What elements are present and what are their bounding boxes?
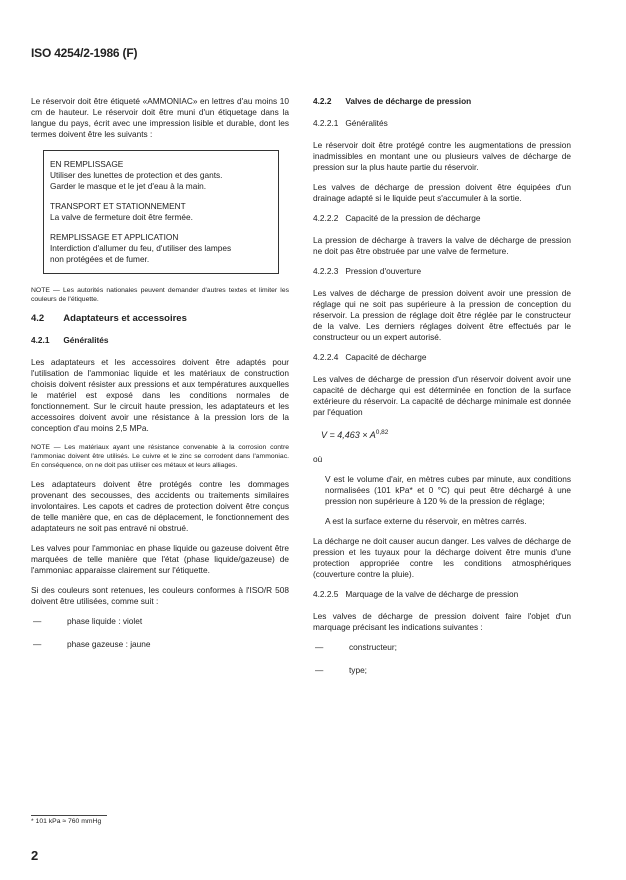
paragraph: La pression de décharge à travers la valve de décharge de pression ne doit pas être obstruée par une valve de fermeture. xyxy=(313,235,571,256)
left-column xyxy=(31,96,289,662)
definition-v: V est le volume d'air, en mètres cubes par minute, aux conditions normalisées (101 kPa* et 0 °C) qui peut être déchargé à une pression non supérieure à 120 % de la pression de réglage; xyxy=(325,474,571,506)
box-section-application xyxy=(50,232,272,265)
paragraph: Les valves de décharge de pression doivent être équipées d'un drainage adapté si le liquide peut s'accumuler à la sortie. xyxy=(313,182,571,203)
paragraph: La décharge ne doit causer aucun danger. Les valves de décharge de pression et les tuyaux pour la décharge doivent être munis d'une protection appropriée contre les conditions atmosphériques (couverture contre la pluie). xyxy=(313,536,571,579)
formula-main: V = 4,463 × A xyxy=(321,430,376,440)
box-line: Garder le masque et le jet d'eau à la main. xyxy=(50,181,207,191)
box-section-transport xyxy=(50,201,272,223)
box-line: Interdiction d'allumer du feu, d'utiliser des lampes xyxy=(50,243,232,253)
list-item xyxy=(313,642,571,653)
formula-exponent: 0,82 xyxy=(375,429,389,436)
note-national-authorities: NOTE — Les autorités nationales peuvent demander d'autres textes et limiter les couleurs de l'étiquette. xyxy=(31,287,289,303)
section-title: Généralités xyxy=(345,118,388,128)
box-title-application: REMPLISSAGE ET APPLICATION xyxy=(50,232,179,242)
paragraph: Le réservoir doit être protégé contre les augmentations de pression inadmissibles en montant une ou plusieurs valves de décharge de pression sur la plus haute partie du réservoir. xyxy=(313,140,571,172)
section-heading-4-2 xyxy=(31,313,289,324)
list-text: phase liquide : violet xyxy=(67,616,143,626)
list-item xyxy=(313,665,571,676)
section-title: Valves de décharge de pression xyxy=(345,96,472,106)
section-number: 4.2.2.5 xyxy=(313,589,339,599)
section-heading-4-2-2-2 xyxy=(313,213,571,224)
box-line: non protégées et de fumer. xyxy=(50,254,150,264)
section-title: Capacité de décharge xyxy=(345,352,427,362)
section-title: Généralités xyxy=(63,335,109,345)
section-number: 4.2.2.1 xyxy=(313,118,339,128)
note-materials: NOTE — Les matériaux ayant une résistance convenable à la corrosion contre l'ammoniac doivent être utilisés. Le cuivre et le zinc se corrodent dans l'ammoniac. En conséquence, on ne doit pas utiliser ces métaux et leurs alliages. xyxy=(31,444,289,469)
list-dash: — xyxy=(315,665,324,675)
paragraph: Les valves de décharge de pression doivent avoir une pression de réglage qui ne soit pas supérieure à la pression de conception du réservoir. La pression de réglage doit être réglée par le constructeur de la valve. Les derniers réglages doivent être effectués par le constructeur ou un expert autorisé. xyxy=(313,288,571,342)
list-item xyxy=(31,639,289,650)
section-heading-4-2-2-5 xyxy=(313,589,571,600)
section-title: Capacité de la pression de décharge xyxy=(345,213,481,223)
paragraph: Les valves de décharge de pression doivent faire l'objet d'un marquage précisant les indications suivantes : xyxy=(313,611,571,632)
section-number: 4.2.1 xyxy=(31,335,50,345)
box-line: La valve de fermeture doit être fermée. xyxy=(50,212,193,222)
list-dash: — xyxy=(315,642,324,652)
box-title-filling: EN REMPLISSAGE xyxy=(50,159,124,169)
page-number: 2 xyxy=(31,848,39,863)
list-text: type; xyxy=(349,665,367,675)
list-dash: — xyxy=(33,616,42,626)
section-number: 4.2.2.4 xyxy=(313,352,339,362)
footnote: * 101 kPa ≈ 760 mmHg xyxy=(31,818,102,825)
section-number: 4.2 xyxy=(31,313,45,324)
paragraph: Les valves pour l'ammoniac en phase liquide ou gazeuse doivent être marquées de telle manière que l'état (phase liquide/gazeuse) de l'ammoniac apparaisse clairement sur l'étiquette. xyxy=(31,543,289,575)
section-heading-4-2-2-3 xyxy=(313,266,571,277)
right-column xyxy=(313,96,571,688)
list-text: constructeur; xyxy=(349,642,397,652)
section-heading-4-2-2-4 xyxy=(313,352,571,363)
section-number: 4.2.2 xyxy=(313,96,332,106)
section-title: Marquage de la valve de décharge de pression xyxy=(345,589,519,599)
list-dash: — xyxy=(33,639,42,649)
section-title: Adaptateurs et accessoires xyxy=(63,313,187,324)
section-heading-4-2-2 xyxy=(313,96,571,107)
section-number: 4.2.2.2 xyxy=(313,213,339,223)
section-heading-4-2-1 xyxy=(31,335,289,346)
document-header: ISO 4254/2-1986 (F) xyxy=(31,46,138,60)
box-line: Utiliser des lunettes de protection et des gants. xyxy=(50,170,223,180)
discharge-formula xyxy=(321,427,571,441)
where-label: où xyxy=(313,454,323,464)
footnote-separator xyxy=(31,815,107,816)
intro-paragraph: Le réservoir doit être étiqueté «AMMONIAC» en lettres d'au moins 10 cm de hauteur. Le réservoir doit être muni d'un étiquetage dans la langue du pays, écrit avec une impression lisible et durable, dont les termes doivent être les suivants : xyxy=(31,96,289,139)
paragraph: Les adaptateurs doivent être protégés contre les dommages provenant des secousses, des accidents ou traitements similaires involontaires. Les capots et cadres de protection doivent être conçus de telle manière que, en cas de déplacement, le fonctionnement des adaptateurs ne soit pas entravé ni obstrué. xyxy=(31,479,289,533)
list-item xyxy=(31,616,289,627)
list-text: phase gazeuse : jaune xyxy=(67,639,151,649)
paragraph: Les valves de décharge de pression d'un réservoir doivent avoir une capacité de décharge qui est déterminée en fonction de la surface extérieure du réservoir. La capacité de décharge minimale est donnée par l'équation xyxy=(313,374,571,417)
section-title: Pression d'ouverture xyxy=(345,266,422,276)
paragraph: Les adaptateurs et les accessoires doivent être adaptés pour l'utilisation de l'ammoniac liquide et les matériaux de construction choisis doivent résister aux pressions et aux températures auxquelles le matériel est exposé dans les conditions normales de fonctionnement. Sur le circuit haute pression, les adaptateurs et les accessoires doivent avoir une résistance à la pression lors de la conception d'au moins 2,5 MPa. xyxy=(31,357,289,433)
label-text-box xyxy=(43,150,279,274)
box-section-filling xyxy=(50,159,272,192)
section-number: 4.2.2.3 xyxy=(313,266,339,276)
section-heading-4-2-2-1 xyxy=(313,118,571,129)
paragraph: Si des couleurs sont retenues, les couleurs conformes à l'ISO/R 508 doivent être utilisées, comme suit : xyxy=(31,585,289,606)
box-title-transport: TRANSPORT ET STATIONNEMENT xyxy=(50,201,186,211)
definition-a: A est la surface externe du réservoir, en mètres carrés. xyxy=(325,516,527,526)
